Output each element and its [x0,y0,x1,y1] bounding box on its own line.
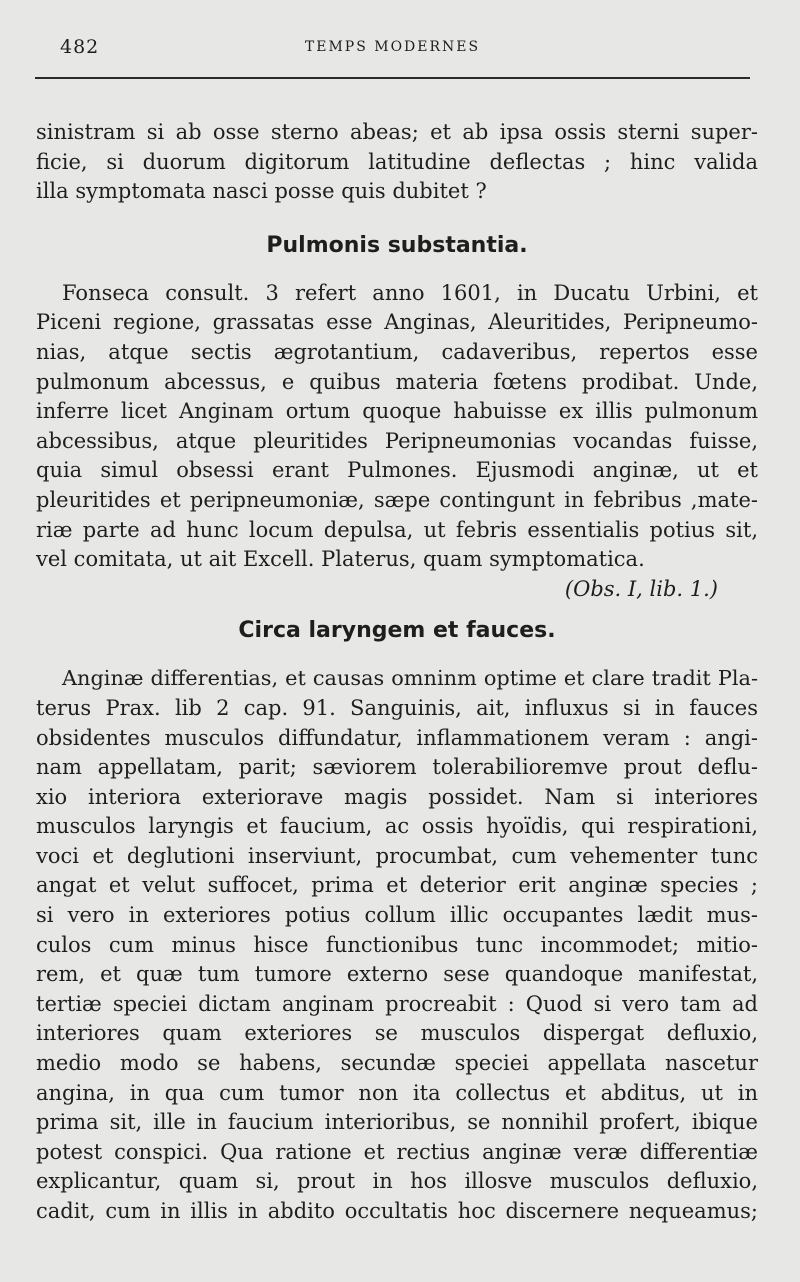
section-paragraph [36,664,758,1226]
text-line: rem, et quæ tum tumore externo sese quandoque manifestat, [36,962,758,987]
citation: (Obs. I, lib. 1.) [564,576,718,601]
text-line: sinistram si ab osse sterno abeas; et ab ipsa ossis sterni super- [36,120,758,144]
text-line: obsidentes musculos diffundatur, inflammationem veram : angi- [36,725,758,750]
text-line: vel comitata, ut ait Excell. Platerus, quam symptomatica. [36,547,645,572]
text-line: pulmonum abcessus, e quibus materia fœtens prodibat. Unde, [36,369,758,394]
text-line: explicantur, quam si, prout in hos illosve musculos defluxio, [36,1169,758,1194]
section-paragraph [36,279,758,605]
text-line: terus Prax. lib 2 cap. 91. Sanguinis, ait, influxus si in fauces [36,695,758,720]
header-rule [35,77,750,79]
text-line: si vero in exteriores potius collum illic occupantes lædit mus- [36,903,758,928]
text-line: riæ parte ad hunc locum depulsa, ut febris essentialis potius sit, [36,517,758,542]
section-heading: Pulmonis substantia. [266,232,528,258]
text-line: potest conspici. Qua ratione et rectius anginæ veræ differentiæ [36,1139,758,1164]
running-title: TEMPS MODERNES [304,39,481,55]
text-line: interiores quam exteriores se musculos dispergat defluxio, [36,1021,758,1046]
text-line: Piceni regione, grassatas esse Anginas, Aleuritides, Peripneumo- [36,310,758,335]
text-line: angat et velut suffocet, prima et deterior erit anginæ species ; [36,873,758,898]
text-line: medio modo se habens, secundæ speciei appellata nascetur [36,1051,758,1076]
intro-paragraph [36,118,758,207]
text-line: Fonseca consult. 3 refert anno 1601, in Ducatu Urbini, et [62,280,758,305]
page-number: 482 [60,36,100,58]
page-header [35,36,750,60]
text-line: cadit, cum in illis in abdito occultatis hoc discernere nequeamus; [36,1199,758,1223]
text-line: tertiæ speciei dictam anginam procreabit : Quod si vero tam ad [36,991,758,1016]
text-line: angina, in qua cum tumor non ita collectus et abditus, ut in [36,1080,758,1105]
text-line: ficie, si duorum digitorum latitudine deflectas ; hinc valida [36,149,758,174]
text-line: illa symptomata nasci posse quis dubitet ? [36,179,487,204]
text-line: culos cum minus hisce functionibus tunc incommodet; mitio- [36,932,758,957]
text-line: nias, atque sectis ægrotantium, cadaveribus, repertos esse [36,339,758,364]
text-line: pleuritides et peripneumoniæ, sæpe contingunt in febribus ,mate- [36,487,758,512]
text-line: prima sit, ille in faucium interioribus, se nonnihil profert, ibique [36,1110,758,1135]
section-heading: Circa laryngem et fauces. [238,618,556,644]
text-line: Anginæ differentias, et causas omninm optime et clare tradit Pla- [62,666,758,691]
text-line: musculos laryngis et faucium, ac ossis hyoïdis, qui respirationi, [36,814,758,839]
text-line: quia simul obsessi erant Pulmones. Ejusmodi anginæ, ut et [36,458,758,483]
page-body [36,118,758,1227]
text-line: voci et deglutioni inserviunt, procumbat, cum vehementer tunc [36,843,758,868]
text-line: nam appellatam, parit; sæviorem tolerabilioremve prout deflu- [36,755,758,780]
text-line: abcessibus, atque pleuritides Peripneumonias vocandas fuisse, [36,428,758,453]
text-line: xio interiora exteriorave magis possidet. Nam si interiores [36,784,758,809]
text-line: inferre licet Anginam ortum quoque habuisse ex illis pulmonum [36,399,758,424]
